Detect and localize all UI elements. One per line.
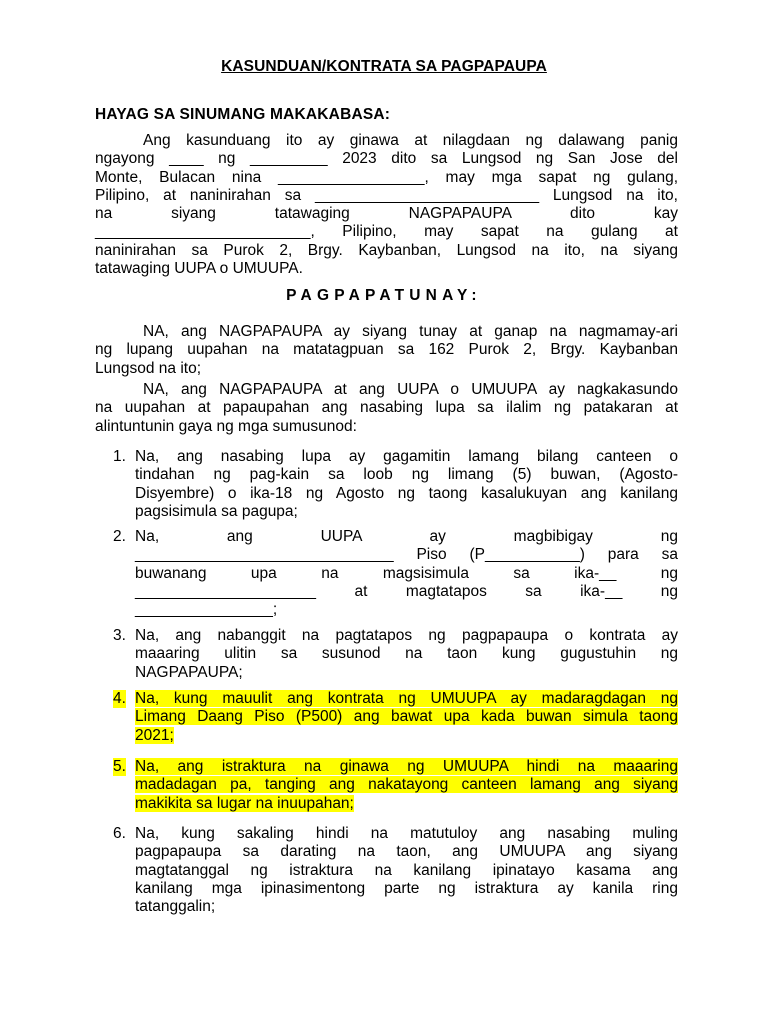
list-item-5 <box>113 758 678 813</box>
list-item-line: maaaring ulitin sa susunod na taon kung gugustuhin ng <box>135 645 678 663</box>
list-item-line: magtatanggal ng istraktura na kanilang ipinatayo kasama ang <box>135 861 678 879</box>
list-item-line: kanilang mga ipinasimentong parte ng istraktura ay kanila ring <box>135 879 678 897</box>
highlighted-text: Limang Daang Piso (P500) ang bawat upa kada buwan simula taong <box>135 708 678 726</box>
highlighted-text: makikita sa lugar na inuupahan; <box>135 794 354 812</box>
highlighted-text: Na, kung mauulit ang kontrata ng UMUUPA ay madaragdagan ng <box>135 690 678 707</box>
list-item-4 <box>113 690 678 745</box>
highlighted-text: Na, ang istraktura na ginawa ng UMUUPA hindi na maaaring <box>135 758 678 775</box>
section-heading: PAGPAPATUNAY: <box>286 287 482 304</box>
list-item-line: NAGPAPAUPA; <box>135 663 243 681</box>
list-item-line: ______________________________ Piso (P___________) para sa <box>135 546 678 564</box>
intro-line: Pilipino, at naninirahan sa __________________________ Lungsod na ito, <box>95 186 678 204</box>
list-item-line: tatanggalin; <box>135 898 216 916</box>
list-item-line: buwanang upa na magsisimula sa ika-__ ng <box>135 564 678 582</box>
list-item-body <box>135 627 678 682</box>
list-item-body <box>135 690 678 745</box>
list-item-number: 3. <box>113 627 126 644</box>
salutation: HAYAG SA SINUMANG MAKAKABASA: <box>95 106 391 123</box>
intro-line: Ang kasunduang ito ay ginawa at nilagdaan ng dalawang panig <box>143 132 678 149</box>
document-title: KASUNDUAN/KONTRATA SA PAGPAPAUPA <box>221 58 547 75</box>
list-item-line <box>135 795 678 813</box>
list-item-line <box>135 776 678 794</box>
list-item-3 <box>113 627 678 682</box>
list-item-line: ________________; <box>135 601 278 619</box>
list-item-line: pagpapaupa sa darating na taon, ang UMUUPA ang siyang <box>135 843 678 861</box>
whereas-paragraph-2 <box>95 381 678 436</box>
list-item-number: 4. <box>113 690 126 707</box>
whereas-line: NA, ang NAGPAPAUPA ay siyang tunay at ganap na nagmamay-ari <box>143 323 678 340</box>
list-item-line: pagsisimula sa pagupa; <box>135 502 298 520</box>
list-item-body <box>135 825 678 916</box>
whereas-line: na uupahan at papaupahan ang nasabing lupa sa ilalim ng patakaran at <box>95 399 678 417</box>
list-item-line <box>135 708 678 726</box>
list-item-number: 6. <box>113 825 126 842</box>
intro-line: Monte, Bulacan nina _________________, may mga sapat ng gulang, <box>95 168 678 186</box>
list-item-line: Na, ang nasabing lupa ay gagamitin lamang bilang canteen o <box>135 448 678 465</box>
list-item-line: Na, kung sakaling hindi na matutuloy ang nasabing muling <box>135 825 678 842</box>
list-item-number: 1. <box>113 448 126 465</box>
whereas-line: Lungsod na ito; <box>95 359 202 377</box>
list-item-body <box>135 758 678 813</box>
list-item-line: Na, ang nabanggit na pagtatapos ng pagpapaupa o kontrata ay <box>135 627 678 644</box>
whereas-line: alintuntunin gaya ng mga sumusunod: <box>95 417 357 435</box>
list-item-line: Na, ang UUPA ay magbibigay ng <box>135 528 678 545</box>
intro-line: _________________________, Pilipino, may sapat na gulang at <box>95 223 678 241</box>
intro-line: na siyang tatawaging NAGPAPAUPA dito kay <box>95 205 678 223</box>
whereas-paragraph-1 <box>95 323 678 378</box>
list-item-number: 2. <box>113 528 126 545</box>
highlighted-text: 2021; <box>135 726 174 744</box>
intro-line: tatawaging UUPA o UMUUPA. <box>95 260 303 278</box>
list-item-1 <box>113 448 678 521</box>
list-item-2 <box>113 528 678 619</box>
list-item-line: Disyembre) o ika-18 ng Agosto ng taong kasalukuyan ang kanilang <box>135 484 678 502</box>
intro-line: naninirahan sa Purok 2, Brgy. Kaybanban, Lungsod na ito, na siyang <box>95 241 678 259</box>
list-item-6 <box>113 825 678 916</box>
whereas-line: NA, ang NAGPAPAUPA at ang UUPA o UMUUPA ay nagkakasundo <box>143 381 678 398</box>
list-item-line <box>135 758 678 776</box>
list-item-line <box>135 727 678 745</box>
intro-line: ngayong ____ ng _________ 2023 dito sa Lungsod ng San Jose del <box>95 150 678 168</box>
intro-paragraph <box>95 132 678 278</box>
list-item-number: 5. <box>113 758 126 775</box>
list-item-line <box>135 690 678 708</box>
list-item-body <box>135 448 678 521</box>
list-item-body <box>135 528 678 619</box>
list-item-line: _____________________ at magtatapos sa ika-__ ng <box>135 582 678 600</box>
whereas-line: ng lupang uupahan na matatagpuan sa 162 Purok 2, Brgy. Kaybanban <box>95 341 678 359</box>
highlighted-text: madadagan pa, tanging ang nakatayong canteen lamang ang siyang <box>135 776 678 794</box>
list-item-line: tindahan ng pag-kain sa loob ng limang (5) buwan, (Agosto- <box>135 466 678 484</box>
